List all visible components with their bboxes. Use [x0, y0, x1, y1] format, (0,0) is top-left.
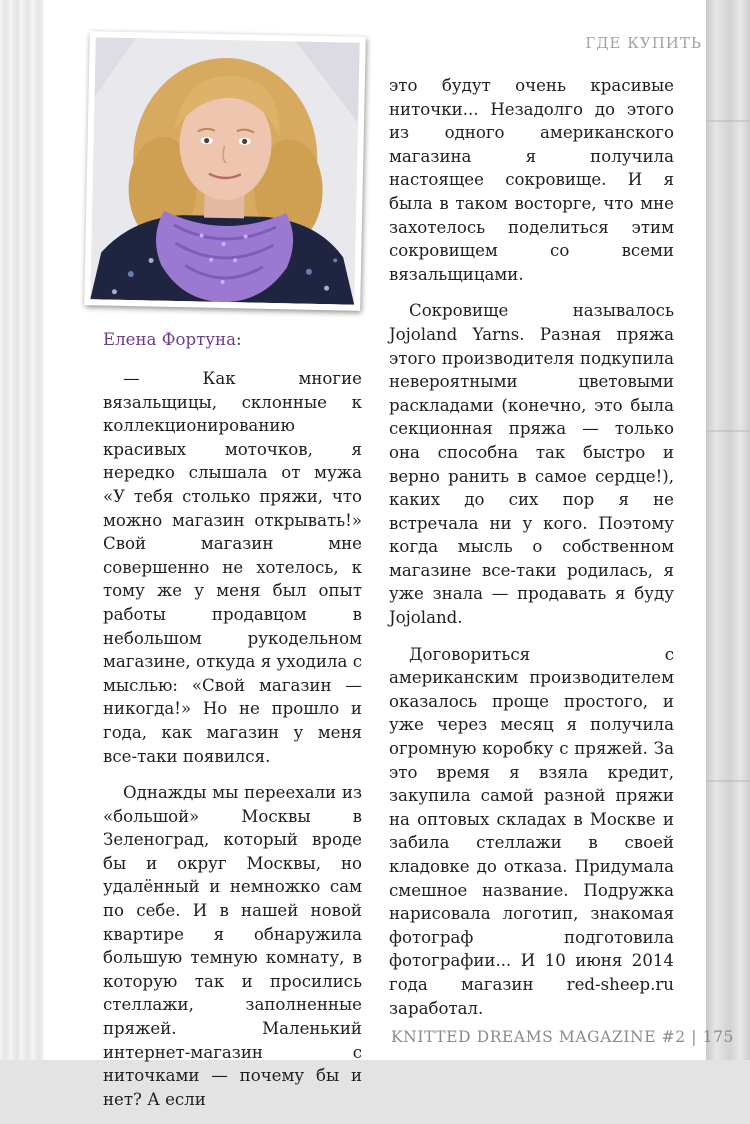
paragraph: Сокровище называлось Jojoland Yarns. Разная пряжа этого производителя подкупила невероятными цветовыми раскладами (конечно, это была секционная пряжа — только она способна так быстро и верно ранить в самое сердце!), каких до сих пор я не встречала ни у кого. Поэтому когда мысль о собственном магазине все-таки родилась, я уже знала — продавать я буду Jojoland. — [389, 301, 674, 628]
article-column-right — [389, 74, 674, 1033]
portrait-illustration — [90, 37, 359, 304]
wood-grain-line — [706, 120, 750, 122]
article-column-left — [103, 367, 362, 1124]
author-attribution — [103, 330, 242, 349]
magazine-title: KNITTED DREAMS MAGAZINE #2 — [391, 1028, 686, 1046]
footer-separator: | — [691, 1028, 698, 1046]
knitted-texture-left — [0, 0, 45, 1060]
wood-grain-line — [706, 780, 750, 782]
page-number: 175 — [702, 1028, 734, 1046]
wood-grain-line — [706, 430, 750, 432]
portrait-photo — [90, 37, 359, 304]
author-colon: : — [236, 330, 242, 349]
section-header: ГДЕ КУПИТЬ — [585, 34, 702, 52]
paragraph: Договориться с американским производителем оказалось проще простого, и уже через месяц я получила огромную коробку с пряжей. За это время я взяла кредит, закупила самой разной пряжи на оптовых складах в Москве и забила стеллажи в своей кладовке до отказа. Придумала смешное название. Подружка нарисовала логотип, знакомая фотограф подготовила фотографии... И 10 июня 2014 года магазин red-sheep.ru заработал. — [389, 644, 674, 1018]
author-name: Елена Фортуна — [103, 330, 236, 349]
author-photo-frame — [84, 31, 366, 311]
page-footer — [391, 1028, 734, 1046]
paragraph: — Как многие вязальщицы, склонные к коллекционированию красивых моточков, я нередко слышала от мужа «У тебя столько пряжи, что можно магазин открывать!» Свой магазин мне совершенно не хотелось, к тому же у меня был опыт работы продавцом в небольшом рукодельном магазине, откуда я уходила с мыслью: «Свой магазин — никогда!» Но не прошло и года, как магазин у меня все-таки появился. — [103, 369, 362, 766]
wood-texture-right — [706, 0, 750, 1060]
paragraph: это будут очень красивые ниточки... Незадолго до этого из одного американского магазина я получила настоящее сокровище. И я была в таком восторге, что мне захотелось поделиться этим сокровищем со всеми вязальщицами. — [389, 76, 674, 284]
paragraph: Однажды мы переехали из «большой» Москвы в Зеленоград, который вроде бы и округ Москвы, но удалённый и немножко сам по себе. И в нашей новой квартире я обнаружила большую темную комнату, в которую так и просились стеллажи, заполненные пряжей. Маленький интернет-магазин с ниточками — почему бы и нет? А если — [103, 783, 362, 1109]
